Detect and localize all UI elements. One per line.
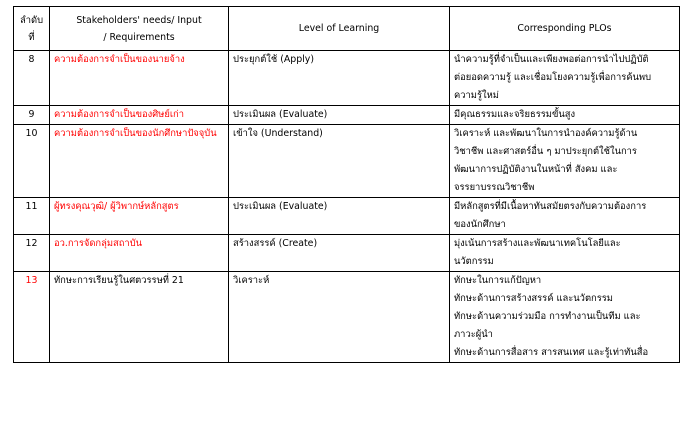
need-cell	[50, 272, 229, 363]
plo-line: ทักษะด้านการสร้างสรรค์ และนวัตกรรม	[454, 293, 613, 304]
header-number-line1: ลำดับ	[19, 14, 44, 26]
plo-line: ภาวะผู้นำ	[454, 329, 493, 340]
level-cell	[229, 51, 450, 106]
table-body	[14, 51, 680, 363]
plo-line: ทักษะในการแก้ปัญหา	[454, 275, 542, 286]
level-cell	[229, 125, 450, 198]
level-text: สร้างสรรค์ (Create)	[233, 238, 318, 249]
level-text: ประยุกต์ใช้ (Apply)	[233, 54, 314, 65]
need-cell	[50, 125, 229, 198]
plo-line: ความรู้ใหม่	[454, 90, 499, 101]
need-text: อว.การจัดกลุ่มสถาบัน	[54, 238, 143, 249]
plo-line: มีหลักสูตรที่มีเนื้อหาทันสมัยตรงกับความต้องการ	[454, 201, 647, 212]
plo-cell	[450, 198, 680, 235]
row-number: 8	[14, 51, 50, 106]
table-row	[14, 125, 680, 198]
header-number-line2: ที่	[28, 31, 35, 43]
row-number: 12	[14, 235, 50, 272]
header-plos: Corresponding PLOs	[450, 7, 680, 51]
plo-line: นำความรู้ที่จำเป็นและเพียงพอต่อการนำไปปฏิบัติ	[454, 54, 649, 65]
header-needs-line2: / Requirements	[103, 31, 175, 43]
table-header	[14, 7, 680, 51]
header-needs-line1: Stakeholders' needs/ Input	[76, 14, 202, 26]
row-number: 9	[14, 106, 50, 125]
row-number: 11	[14, 198, 50, 235]
table-row	[14, 51, 680, 106]
need-cell	[50, 106, 229, 125]
table-row	[14, 198, 680, 235]
plo-line: ทักษะด้านการสื่อสาร สารสนเทศ และรู้เท่าทันสื่อ	[454, 347, 649, 358]
level-cell	[229, 235, 450, 272]
plo-cell	[450, 125, 680, 198]
plo-mapping-table	[13, 6, 680, 363]
need-text: ความต้องการจำเป็นของศิษย์เก่า	[54, 109, 184, 120]
need-text: ทักษะการเรียนรู้ในศตวรรษที่ 21	[54, 275, 184, 286]
row-number: 13	[14, 272, 50, 363]
level-text: ประเมินผล (Evaluate)	[233, 109, 328, 120]
row-number: 10	[14, 125, 50, 198]
plo-line: จรรยาบรรณวิชาชีพ	[454, 182, 535, 193]
level-cell	[229, 198, 450, 235]
plo-line: มีคุณธรรมและจริยธรรมขั้นสูง	[454, 109, 576, 120]
plo-line: วิเคราะห์ และพัฒนาในการนำองค์ความรู้ด้าน	[454, 128, 638, 139]
plo-line: ต่อยอดความรู้ และเชื่อมโยงความรู้เพื่อการค้นพบ	[454, 72, 652, 83]
header-needs	[50, 7, 229, 51]
table-row	[14, 106, 680, 125]
plo-line: พัฒนาการปฏิบัติงานในหน้าที่ สังคม และ	[454, 164, 618, 175]
plo-cell	[450, 106, 680, 125]
plo-cell	[450, 272, 680, 363]
plo-line: ทักษะด้านความร่วมมือ การทำงานเป็นทีม และ	[454, 311, 641, 322]
header-level: Level of Learning	[229, 7, 450, 51]
level-text: เข้าใจ (Understand)	[233, 128, 323, 139]
plo-cell	[450, 235, 680, 272]
need-cell	[50, 198, 229, 235]
level-text: ประเมินผล (Evaluate)	[233, 201, 328, 212]
need-text: ความต้องการจำเป็นของนายจ้าง	[54, 54, 185, 65]
level-text: วิเคราะห์	[233, 275, 270, 286]
table-row	[14, 272, 680, 363]
need-cell	[50, 235, 229, 272]
plo-line: มุ่งเน้นการสร้างและพัฒนาเทคโนโลยีและ	[454, 238, 621, 249]
plo-line: นวัตกรรม	[454, 256, 494, 267]
level-cell	[229, 272, 450, 363]
need-text: ผู้ทรงคุณวุฒิ/ ผู้วิพากษ์หลักสูตร	[54, 201, 179, 212]
table-row	[14, 235, 680, 272]
need-text: ความต้องการจำเป็นของนักศึกษาปัจจุบัน	[54, 128, 217, 139]
plo-cell	[450, 51, 680, 106]
plo-line: วิชาชีพ และศาสตร์อื่น ๆ มาประยุกต์ใช้ในการ	[454, 146, 637, 157]
plo-line: ของนักศึกษา	[454, 219, 506, 230]
header-number	[14, 7, 50, 51]
need-cell	[50, 51, 229, 106]
header-row	[14, 7, 680, 51]
level-cell	[229, 106, 450, 125]
